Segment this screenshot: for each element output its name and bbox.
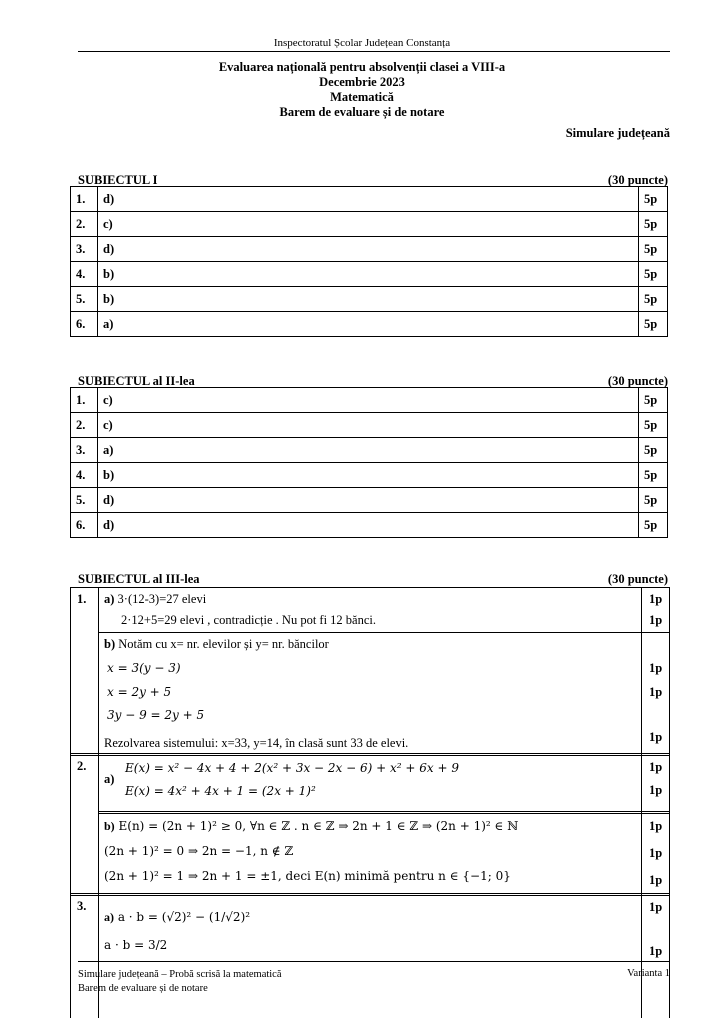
table-row: 6. d) 5p xyxy=(71,513,668,538)
q1b-eq1: x = 3(y − 3) xyxy=(107,661,181,675)
table-row: 5. b) 5p xyxy=(71,287,668,312)
points-cell: 1p xyxy=(649,846,663,860)
section-points: (30 puncte) xyxy=(607,374,668,388)
q2a-eq1: E(x) = x² − 4x + 4 + 2(x² + 3x − 2x − 6) + x² + 6x + 9 xyxy=(125,761,459,775)
q1b-line5: Rezolvarea sistemului: x=33, y=14, în clasă sunt 33 de elevi. xyxy=(104,736,409,750)
row-divider xyxy=(71,893,669,894)
points-cell: 1p xyxy=(649,760,663,774)
section-3-heading xyxy=(78,572,668,587)
q2a-label: a) xyxy=(104,772,115,786)
section-points: (30 puncte) xyxy=(607,572,668,586)
section-2-table xyxy=(70,387,668,538)
question-number: 3. xyxy=(77,899,87,913)
page-header: Inspectoratul Școlar Județean Constanța xyxy=(273,37,451,49)
row-divider xyxy=(98,632,669,633)
section-title: SUBIECTUL al III-lea xyxy=(78,572,200,586)
table-row: 2. c) 5p xyxy=(71,413,668,438)
q2b-line2: (2n + 1)² = 0 ⇒ 2n = −1, n ∉ ℤ xyxy=(104,844,294,858)
footer-divider xyxy=(78,961,670,962)
table-row: 4. b) 5p xyxy=(71,463,668,488)
points-cell: 1p xyxy=(649,613,663,627)
simulare-label: Simulare județeană xyxy=(565,126,670,140)
points-cell: 1p xyxy=(649,944,663,958)
header-divider xyxy=(78,51,670,52)
q3a-eq2: a · b = 3/2 xyxy=(104,938,168,952)
points-cell: 1p xyxy=(649,685,663,699)
title-line: Decembrie 2023 xyxy=(319,75,405,89)
column-divider xyxy=(641,588,642,1018)
points-cell: 1p xyxy=(649,592,663,606)
document-title xyxy=(0,60,724,120)
points-cell: 1p xyxy=(649,783,663,797)
footer-left xyxy=(78,968,282,996)
column-divider xyxy=(98,588,99,1018)
title-line: Barem de evaluare și de notare xyxy=(279,105,445,119)
title-line: Evaluarea națională pentru absolvenții clasei a VIII-a xyxy=(218,60,506,74)
points-cell: 1p xyxy=(649,661,663,675)
table-row: 3. a) 5p xyxy=(71,438,668,463)
q1b-line1: b) Notăm cu x= nr. elevilor și y= nr. băncilor xyxy=(104,637,329,651)
q1b-eq2: x = 2y + 5 xyxy=(107,685,172,699)
section-title: SUBIECTUL I xyxy=(78,173,158,187)
row-divider xyxy=(71,753,669,754)
points-cell: 1p xyxy=(649,900,663,914)
points-cell: 1p xyxy=(649,873,663,887)
row-divider xyxy=(71,755,669,756)
table-row: 2. c) 5p xyxy=(71,212,668,237)
table-row: 6. a) 5p xyxy=(71,312,668,337)
row-divider xyxy=(98,813,669,814)
q1a-line1: a) 3·(12-3)=27 elevi xyxy=(104,592,207,606)
footer-right: Varianta 1 xyxy=(627,968,670,979)
q1b-eq3: 3y − 9 = 2y + 5 xyxy=(107,708,205,722)
section-3-table xyxy=(70,587,670,1018)
title-line: Matematică xyxy=(330,90,394,104)
q1a-line2: 2·12+5=29 elevi , contradicție . Nu pot fi 12 bănci. xyxy=(121,613,377,627)
section-1-table xyxy=(70,186,668,337)
q2a-eq2: E(x) = 4x² + 4x + 1 = (2x + 1)² xyxy=(125,784,316,798)
q2b-line3: (2n + 1)² = 1 ⇒ 2n + 1 = ±1, deci E(n) minimă pentru n ∈ {−1; 0} xyxy=(104,869,511,883)
row-divider xyxy=(98,811,669,812)
table-row: 5. d) 5p xyxy=(71,488,668,513)
table-row: 1. d) 5p xyxy=(71,187,668,212)
section-points: (30 puncte) xyxy=(607,173,668,187)
table-row: 4. b) 5p xyxy=(71,262,668,287)
row-divider xyxy=(71,895,669,896)
q3a-eq1: a) a · b = (√2)² − (1/√2)² xyxy=(104,910,251,924)
question-number: 1. xyxy=(77,592,87,606)
q2b-line1: b) E(n) = (2n + 1)² ≥ 0, ∀n ∈ ℤ . n ∈ ℤ ⇒ 2n + 1 ∈ ℤ ⇒ (2n + 1)² ∈ ℕ xyxy=(104,819,519,833)
table-row: 1. c) 5p xyxy=(71,388,668,413)
footer-line: Barem de evaluare și de notare xyxy=(78,983,208,994)
points-cell: 1p xyxy=(649,730,663,744)
table-row: 3. d) 5p xyxy=(71,237,668,262)
footer-line: Simulare județeană – Probă scrisă la matematică xyxy=(78,969,282,980)
points-cell: 1p xyxy=(649,819,663,833)
section-title: SUBIECTUL al II-lea xyxy=(78,374,195,388)
question-number: 2. xyxy=(77,759,87,773)
